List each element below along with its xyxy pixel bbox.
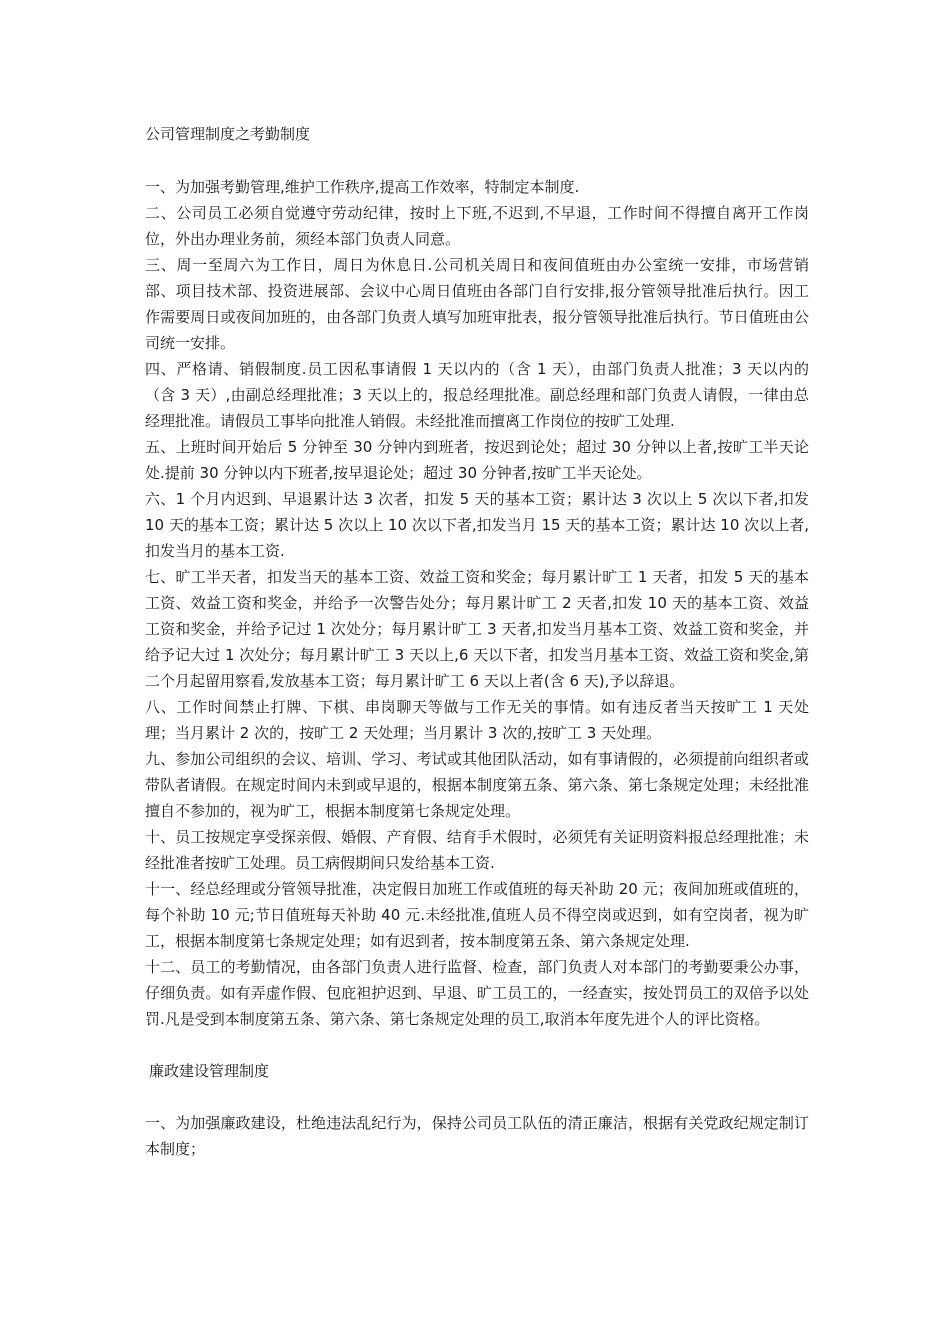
paragraph-integrity-1: 一、为加强廉政建设，杜绝违法乱纪行为，保持公司员工队伍的清正廉洁，根据有关党政纪规定制订本制度； (145, 1114, 809, 1158)
paragraph-6: 六、1 个月内迟到、早退累计达 3 次者，扣发 5 天的基本工资；累计达 3 次以上 5 次以下者,扣发 10 天的基本工资；累计达 5 次以上 10 次以下者,扣发当月 15 天的基本工资；累计达 10 次以上者,扣发当月的基本工资. (145, 490, 809, 560)
paragraph-7: 七、旷工半天者，扣发当天的基本工资、效益工资和奖金；每月累计旷工 1 天者，扣发 5 天的基本工资、效益工资和奖金，并给予一次警告处分；每月累计旷工 2 天者,扣发 10 天的基本工资、效益工资和奖金，并给予记过 1 次处分；每月累计旷工 3 天者,扣发当月基本工资、效益工资和奖金，并给予记大过 1 次处分；每月累计旷工 3 天以上,6 天以下者，扣发当月基本工资、效益工资和奖金,第二个月起留用察看,发放基本工资；每月累计旷工 6 天以上者(含 6 天),予以辞退。 (145, 568, 809, 690)
paragraph-3: 三、周一至周六为工作日，周日为休息日.公司机关周日和夜间值班由办公室统一安排，市场营销部、项目技术部、投资进展部、会议中心周日值班由各部门自行安排,报分管领导批准后执行。因工作需要周日或夜间加班的，由各部门负责人填写加班审批表，报分管领导批准后执行。节日值班由公司统一安排。 (145, 256, 809, 352)
paragraph-9: 九、参加公司组织的会议、培训、学习、考试或其他团队活动，如有事请假的，必须提前向组织者或带队者请假。在规定时间内未到或早退的，根据本制度第五条、第六条、第七条规定处理；未经批准擅自不参加的，视为旷工，根据本制度第七条规定处理。 (145, 750, 809, 820)
paragraph-1: 一、为加强考勤管理,维护工作秩序,提高工作效率，特制定本制度. (145, 178, 580, 196)
section-title-attendance: 公司管理制度之考勤制度 (145, 125, 311, 143)
paragraph-8: 八、工作时间禁止打牌、下棋、串岗聊天等做与工作无关的事情。如有违反者当天按旷工 1 天处理；当月累计 2 次的，按旷工 2 天处理；当月累计 3 次的,按旷工 3 天处理。 (145, 698, 809, 742)
spacer (145, 1032, 809, 1058)
paragraph-11: 十一、经总经理或分管领导批准，决定假日加班工作或值班的每天补助 20 元；夜间加班或值班的，每个补助 10 元;节日值班每天补助 40 元.未经批准,值班人员不得空岗或迟到，如有空岗者，视为旷工，根据本制度第七条规定处理；如有迟到者，按本制度第五条、第六条规定处理. (145, 880, 809, 950)
spacer (145, 147, 809, 174)
spacer (145, 1084, 809, 1110)
paragraph-12: 十二、员工的考勤情况，由各部门负责人进行监督、检查，部门负责人对本部门的考勤要秉公办事，仔细负责。如有弄虚作假、包庇袒护迟到、早退、旷工员工的，一经查实，按处罚员工的双倍予以处罚.凡是受到本制度第五条、第六条、第七条规定处理的员工,取消本年度先进个人的评比资格。 (145, 958, 809, 1028)
section-title-integrity: 廉政建设管理制度 (149, 1062, 270, 1080)
paragraph-10: 十、员工按规定享受探亲假、婚假、产育假、结育手术假时，必须凭有关证明资料报总经理批准；未经批准者按旷工处理。员工病假期间只发给基本工资. (145, 828, 809, 872)
paragraph-5: 五、上班时间开始后 5 分钟至 30 分钟内到班者，按迟到论处；超过 30 分钟以上者,按旷工半天论处.提前 30 分钟以内下班者,按早退论处；超过 30 分钟者,按旷工半天论处。 (145, 438, 809, 482)
document-content (145, 121, 809, 1162)
paragraph-2: 二、公司员工必须自觉遵守劳动纪律，按时上下班,不迟到,不早退，工作时间不得擅自离开工作岗位，外出办理业务前，须经本部门负责人同意。 (145, 204, 809, 248)
paragraph-4: 四、严格请、销假制度.员工因私事请假 1 天以内的（含 1 天），由部门负责人批准；3 天以内的（含 3 天）,由副总经理批准；3 天以上的，报总经理批准。副总经理和部门负责人请假，一律由总经理批准。请假员工事毕向批准人销假。未经批准而擅离工作岗位的按旷工处理. (145, 360, 809, 430)
